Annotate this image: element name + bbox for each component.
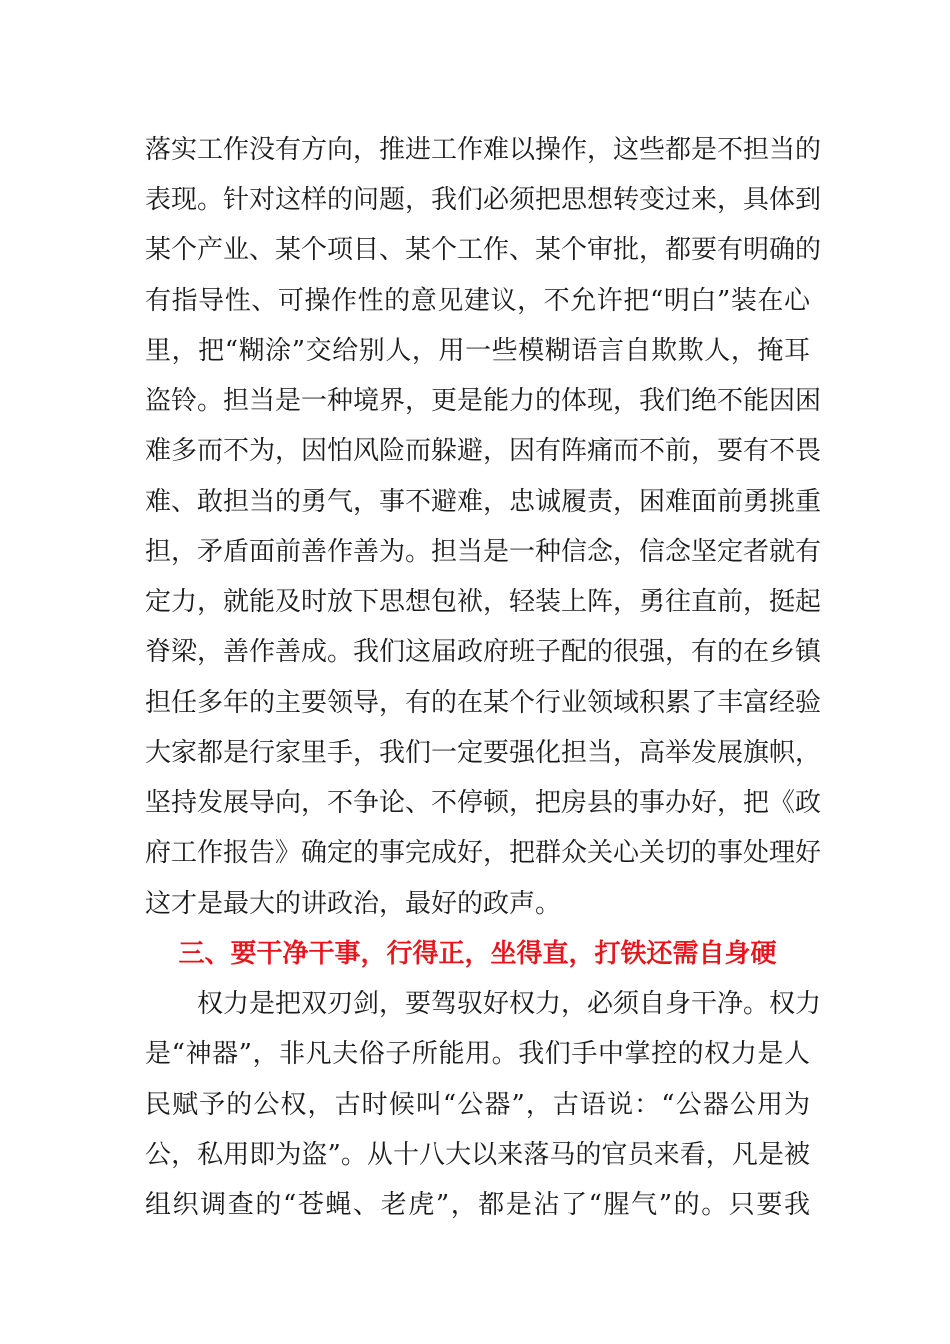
body-text-line: 某个产业、某个项目、某个工作、某个审批，都要有明确的 [145,235,822,265]
body-text-line: 脊梁，善作善成。我们这届政府班子配的很强，有的在乡镇 [145,637,822,667]
body-text-line: 组织调查的“苍蝇、老虎”，都是沾了“腥气”的。只要我 [145,1190,810,1220]
body-text-line: 是“神器”，非凡夫俗子所能用。我们手中掌控的权力是人 [145,1039,810,1069]
body-text-line: 担，矛盾面前善作善为。担当是一种信念，信念坚定者就有 [145,537,822,567]
body-text-line: 里，把“糊涂”交给别人，用一些模糊语言自欺欺人，掩耳 [145,336,810,366]
body-text-line: 盗铃。担当是一种境界，更是能力的体现，我们绝不能因困 [145,386,822,416]
body-text-line: 担任多年的主要领导，有的在某个行业领域积累了丰富经验 [145,688,822,718]
body-text-line: 表现。针对这样的问题，我们必须把思想转变过来，具体到 [145,185,822,215]
body-text-line: 难、敢担当的勇气，事不避难，忠诚履责，困难面前勇挑重 [145,487,822,517]
section-heading: 三、要干净干事，行得正，坐得直，打铁还需自身硬 [178,939,777,969]
body-text-line: 权力是把双刃剑，要驾驭好权力，必须自身干净。权力 [197,989,822,1019]
body-text-line: 民赋予的公权，古时候叫“公器”，古语说：“公器公用为 [145,1090,810,1120]
body-text-line: 定力，就能及时放下思想包袱，轻装上阵，勇往直前，挺起 [145,587,822,617]
body-text-line: 坚持发展导向，不争论、不停顿，把房县的事办好，把《政 [145,788,822,818]
body-text-line: 有指导性、可操作性的意见建议，不允许把“明白”装在心 [145,286,810,316]
body-text-line: 公，私用即为盗”。从十八大以来落马的官员来看，凡是被 [145,1140,810,1170]
body-text-line: 府工作报告》确定的事完成好，把群众关心关切的事处理好 [145,838,822,868]
body-text-line: 大家都是行家里手，我们一定要强化担当，高举发展旗帜， [145,738,822,768]
body-text-line: 难多而不为，因怕风险而躲避，因有阵痛而不前，要有不畏 [145,436,822,466]
body-text-line: 落实工作没有方向，推进工作难以操作，这些都是不担当的 [145,135,822,165]
body-text-line: 这才是最大的讲政治，最好的政声。 [145,889,562,919]
